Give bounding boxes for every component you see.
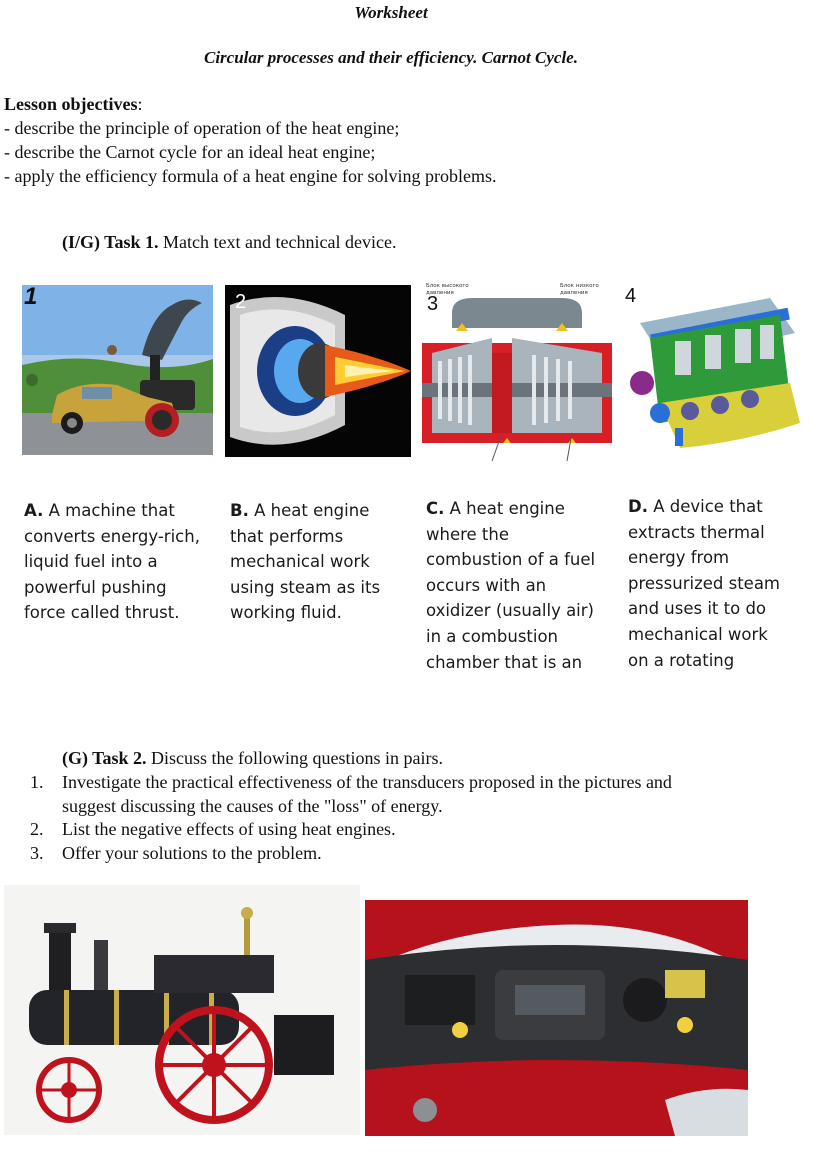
option-line: working fluid. xyxy=(230,603,342,623)
picture-number: 3 xyxy=(427,293,439,315)
objective-item: - describe the principle of operation of the heat engine; xyxy=(4,118,400,138)
objective-item: - describe the Carnot cycle for an ideal heat engine; xyxy=(4,142,376,162)
option-line: force called thrust. xyxy=(24,603,180,623)
task2-text: Discuss the following questions in pairs. xyxy=(146,748,444,768)
option-line: on a rotating xyxy=(628,650,735,670)
option-letter: D. xyxy=(628,497,648,516)
option-line: chamber that is an xyxy=(426,652,583,672)
question-line: Offer your solutions to the problem. xyxy=(62,842,322,863)
picture-jet-engine xyxy=(225,285,411,457)
option-line: powerful pushing xyxy=(24,577,167,597)
task1-text: Match text and technical device. xyxy=(158,232,397,252)
task2-heading xyxy=(62,748,443,769)
objective-item: - apply the efficiency formula of a heat engine for solving problems. xyxy=(4,166,497,186)
picture-engine-block xyxy=(620,283,802,458)
option-line: A machine that xyxy=(43,501,175,520)
picture-traction-engine xyxy=(4,885,360,1135)
task1-label: (I/G) Task 1. xyxy=(62,232,159,252)
option-line: A heat engine xyxy=(248,501,370,520)
picture-steam-car xyxy=(22,285,213,455)
objectives-heading: Lesson objectives xyxy=(4,94,138,114)
picture-number: 2 xyxy=(235,291,247,313)
option-line: mechanical work xyxy=(230,552,370,572)
picture-steam-turbine xyxy=(422,283,612,465)
option-line: oxidizer (usually air) xyxy=(426,601,594,621)
option-letter: C. xyxy=(426,499,445,518)
option-line: that performs xyxy=(230,526,344,546)
option-letter: B. xyxy=(230,501,249,520)
option-line: extracts thermal xyxy=(628,522,765,542)
question-number: 3. xyxy=(30,842,44,863)
option-line: combustion of a fuel xyxy=(426,550,596,570)
turbine-caption-left: Блок высокого давления xyxy=(426,283,469,296)
task1-heading xyxy=(62,232,396,253)
option-line: and uses it to do xyxy=(628,599,767,619)
option-b xyxy=(230,498,420,626)
option-letter: A. xyxy=(24,501,44,520)
task2-label: (G) Task 2. xyxy=(62,748,147,768)
option-d xyxy=(628,494,813,673)
picture-car-engine-bay xyxy=(365,900,748,1136)
question-number: 2. xyxy=(30,819,44,839)
option-line: using steam as its xyxy=(230,577,381,597)
page-subtitle: Circular processes and their efficiency. Carnot Cycle. xyxy=(204,48,578,67)
option-line: A heat engine xyxy=(444,499,565,518)
option-line: pressurized steam xyxy=(628,573,780,593)
option-line: where the xyxy=(426,524,509,544)
turbine-caption-right: Блок низкого давления xyxy=(560,283,599,296)
question-item xyxy=(30,771,790,818)
option-line: in a combustion xyxy=(426,626,559,646)
option-line: A device that xyxy=(647,497,763,516)
question-line: List the negative effects of using heat engines. xyxy=(62,819,396,839)
option-line: converts energy-rich, xyxy=(24,526,200,546)
option-c xyxy=(426,496,621,675)
objectives-colon: : xyxy=(137,94,143,114)
option-a xyxy=(24,498,224,626)
page-title: Worksheet xyxy=(354,3,428,22)
question-item xyxy=(30,818,790,842)
option-line: occurs with an xyxy=(426,575,547,595)
objectives-heading-line xyxy=(4,92,143,116)
option-line: energy from xyxy=(628,548,730,568)
picture-number: 4 xyxy=(625,285,637,307)
option-line: mechanical work xyxy=(628,624,768,644)
task2-question-list xyxy=(30,771,790,865)
question-number: 1. xyxy=(30,772,44,792)
picture-number: 1 xyxy=(24,285,38,310)
question-line: Investigate the practical effectiveness of the transducers proposed in the pictures and xyxy=(62,772,672,792)
question-line: suggest discussing the causes of the "loss" of energy. xyxy=(62,795,443,816)
option-line: liquid fuel into a xyxy=(24,552,158,572)
question-item xyxy=(30,842,790,866)
